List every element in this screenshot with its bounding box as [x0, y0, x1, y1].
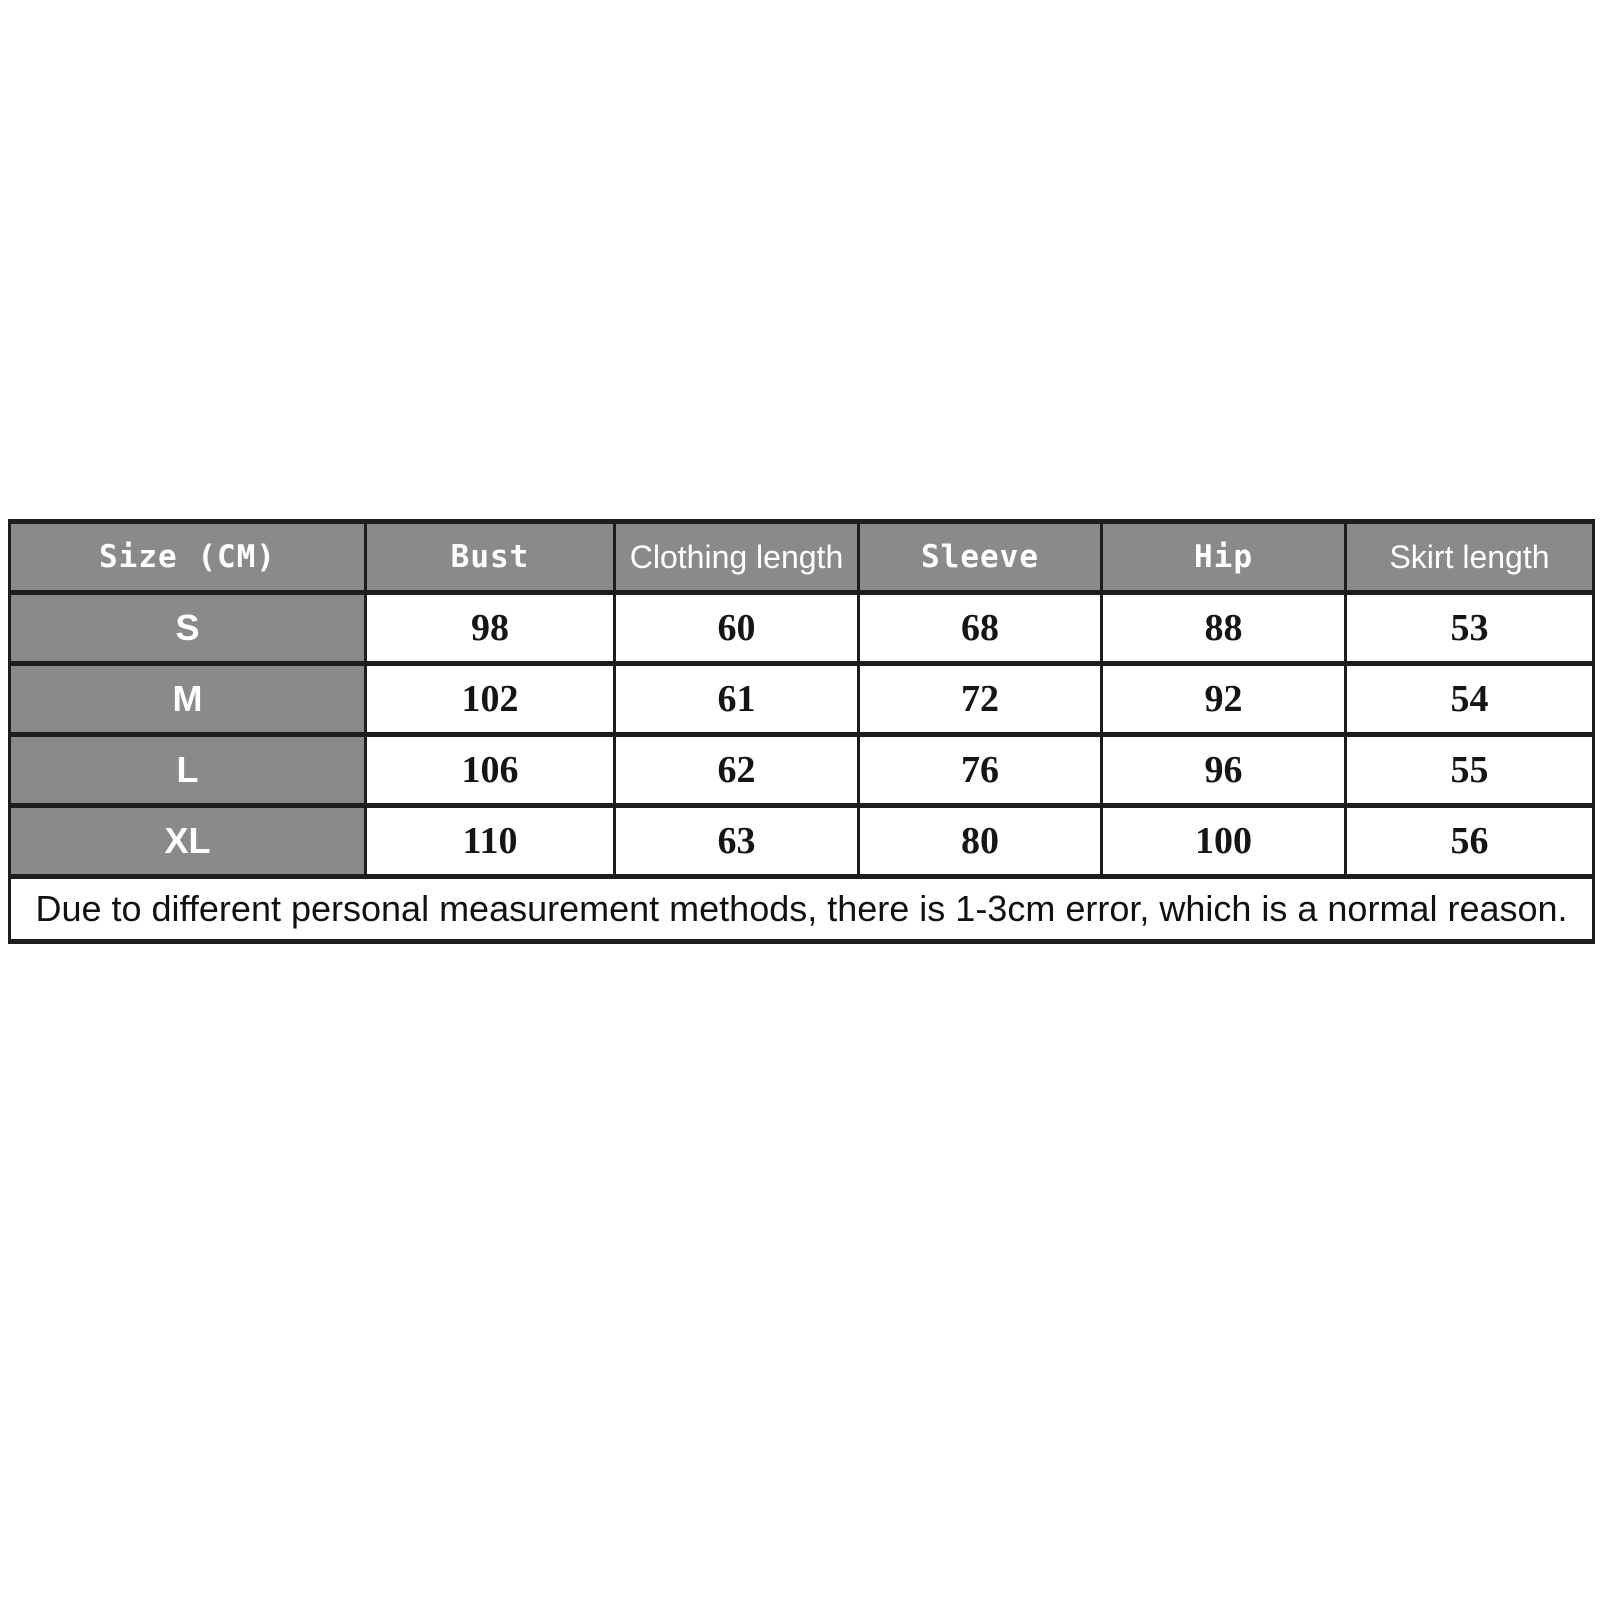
header-cell-bust: Bust [366, 522, 615, 593]
sleeve-value: 68 [859, 593, 1102, 664]
size-chart [8, 519, 1592, 944]
header-cell-hip: Hip [1102, 522, 1346, 593]
sleeve-value: 72 [859, 664, 1102, 735]
size-label: M [10, 664, 366, 735]
clothing-length-value: 61 [615, 664, 859, 735]
clothing-length-value: 63 [615, 806, 859, 877]
hip-value: 96 [1102, 735, 1346, 806]
bust-value: 106 [366, 735, 615, 806]
clothing-length-value: 62 [615, 735, 859, 806]
size-label: S [10, 593, 366, 664]
hip-value: 88 [1102, 593, 1346, 664]
size-label: L [10, 735, 366, 806]
bust-value: 98 [366, 593, 615, 664]
table-row-xl [10, 806, 1594, 877]
skirt-length-value: 54 [1346, 664, 1594, 735]
size-chart-table [8, 519, 1595, 944]
header-cell-skirt-length: Skirt length [1346, 522, 1594, 593]
bust-value: 110 [366, 806, 615, 877]
table-row-l [10, 735, 1594, 806]
table-row-m [10, 664, 1594, 735]
bust-value: 102 [366, 664, 615, 735]
hip-value: 100 [1102, 806, 1346, 877]
skirt-length-value: 53 [1346, 593, 1594, 664]
size-label: XL [10, 806, 366, 877]
sleeve-value: 80 [859, 806, 1102, 877]
table-row-s [10, 593, 1594, 664]
skirt-length-value: 56 [1346, 806, 1594, 877]
header-cell-size: Size (CM) [10, 522, 366, 593]
skirt-length-value: 55 [1346, 735, 1594, 806]
header-cell-sleeve: Sleeve [859, 522, 1102, 593]
header-cell-clothing-length: Clothing length [615, 522, 859, 593]
measurement-error-note: Due to different personal measurement methods, there is 1-3cm error, which is a normal reason. [10, 877, 1594, 942]
hip-value: 92 [1102, 664, 1346, 735]
note-row [10, 877, 1594, 942]
sleeve-value: 76 [859, 735, 1102, 806]
header-row [10, 522, 1594, 593]
clothing-length-value: 60 [615, 593, 859, 664]
